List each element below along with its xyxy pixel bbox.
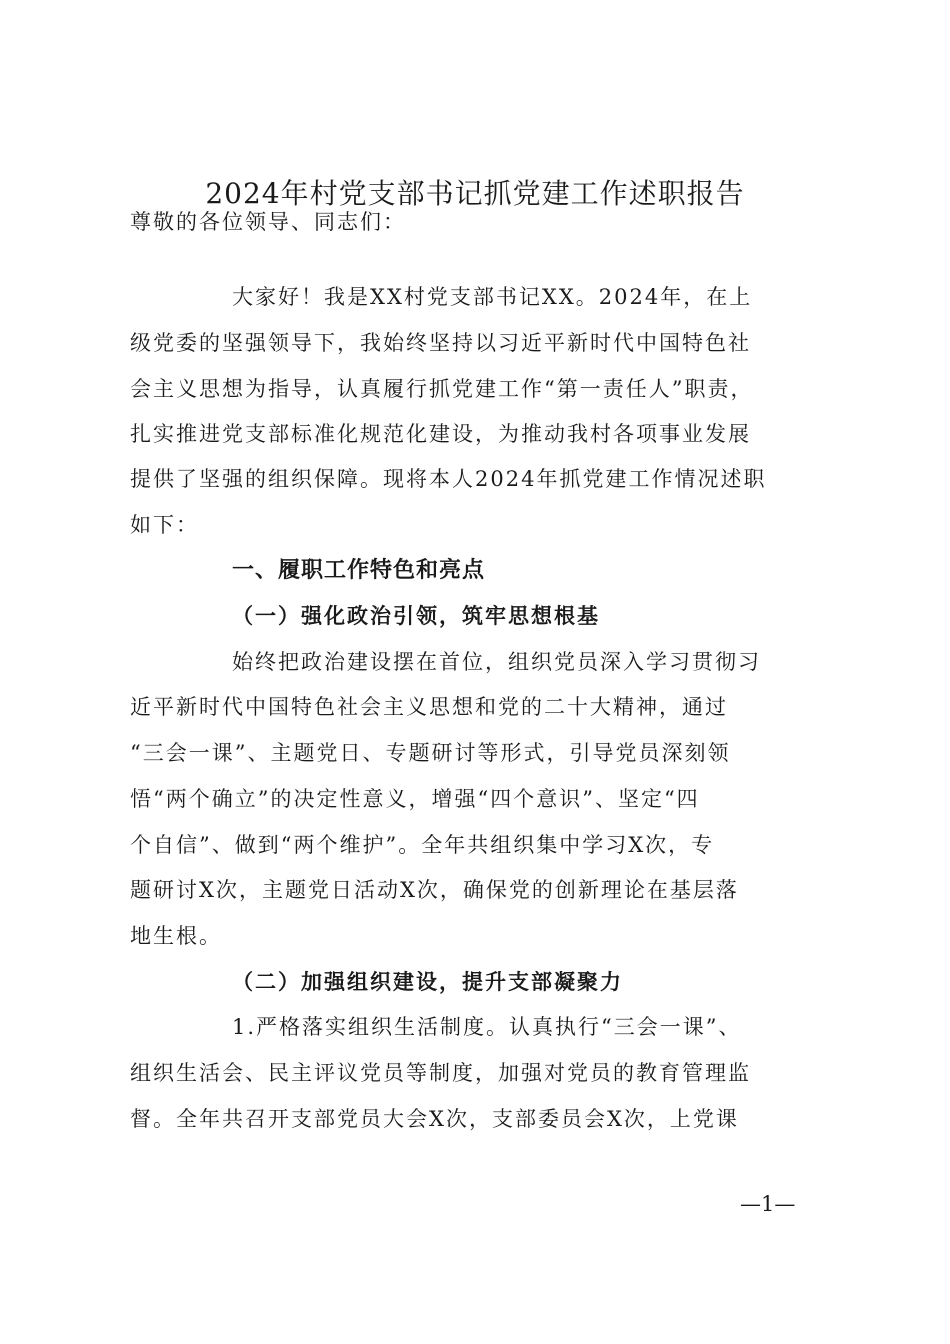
page-number: —1— (740, 1192, 796, 1216)
body-line: 督。全年共召开支部党员大会X次，支部委员会X次，上党课 (130, 1107, 739, 1131)
intro-line: 如下： (130, 513, 199, 537)
section-heading: 一、履职工作特色和亮点 (232, 558, 486, 583)
body-line: 组织生活会、民主评议党员等制度，加强对党员的教育管理监 (130, 1061, 751, 1085)
body-line: 题研讨X次，主题党日活动X次，确保党的创新理论在基层落 (130, 878, 739, 902)
intro-line: 扎实推进党支部标准化规范化建设，为推动我村各项事业发展 (130, 422, 751, 446)
intro-line: 会主义思想为指导，认真履行抓党建工作“第一责任人”职责， (130, 377, 754, 401)
intro-line: 提供了坚强的组织保障。现将本人2024年抓党建工作情况述职 (130, 467, 767, 491)
body-line: “三会一课”、主题党日、专题研讨等形式，引导党员深刻领 (130, 741, 731, 765)
body-line: 个自信”、做到“两个维护”。全年共组织集中学习X次，专 (130, 833, 715, 857)
body-line: 悟“两个确立”的决定性意义，增强“四个意识”、坚定“四 (130, 787, 700, 811)
document-title: 2024年村党支部书记抓党建工作述职报告 (205, 177, 745, 210)
body-line: 始终把政治建设摆在首位，组织党员深入学习贯彻习 (232, 650, 761, 674)
body-line: 1.严格落实组织生活制度。认真执行“三会一课”、 (232, 1015, 742, 1039)
body-line: 地生根。 (130, 924, 222, 948)
intro-line: 级党委的坚强领导下，我始终坚持以习近平新时代中国特色社 (130, 331, 751, 355)
subsection-heading: （二）加强组织建设，提升支部凝聚力 (232, 969, 623, 994)
subsection-heading: （一）强化政治引领，筑牢思想根基 (232, 603, 600, 628)
intro-line: 大家好！我是XX村党支部书记XX。2024年，在上 (232, 285, 753, 309)
body-line: 近平新时代中国特色社会主义思想和党的二十大精神，通过 (130, 695, 728, 719)
salutation: 尊敬的各位领导、同志们： (130, 210, 406, 234)
